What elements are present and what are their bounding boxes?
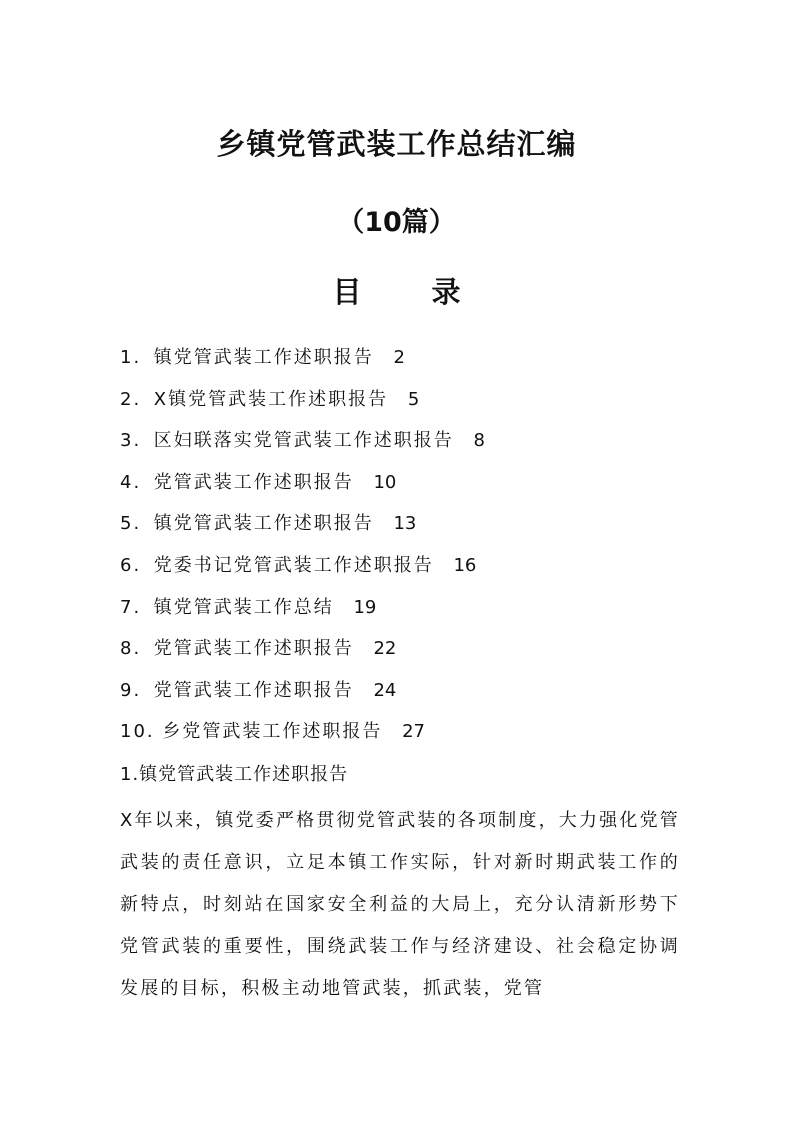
toc-item-number: 1. xyxy=(120,347,142,368)
toc-item xyxy=(120,426,720,468)
toc-item-number: 2. xyxy=(120,388,142,410)
toc-item-page: 22 xyxy=(373,638,397,660)
toc-heading: 目 录 xyxy=(332,275,491,309)
toc-item-number: 6. xyxy=(120,554,142,576)
toc-item-number: 9. xyxy=(120,679,142,701)
section-heading: 1.镇党管武装工作述职报告 xyxy=(120,764,349,785)
body-paragraph: X年以来，镇党委严格贯彻党管武装的各项制度，大力强化党管武装的责任意识，立足本镇工作实际，针对新时期武装工作的新特点，时刻站在国家安全利益的大局上，充分认清新形势下党管武装的重要性，围绕武装工作与经济建设、社会稳定协调发展的目标，积极主动地管武装，抓武装，党管 xyxy=(120,810,680,999)
toc-item-page: 19 xyxy=(353,596,377,618)
toc-item xyxy=(120,551,720,593)
toc-item-number: 3. xyxy=(120,430,142,452)
toc-item-page: 24 xyxy=(373,679,397,701)
toc-item xyxy=(120,343,720,385)
toc-item xyxy=(120,634,720,676)
toc-item-page: 10 xyxy=(373,471,397,493)
document-title: 乡镇党管武装工作总结汇编 xyxy=(216,127,577,161)
toc-item-number: 5. xyxy=(120,513,142,535)
toc-item-page: 2 xyxy=(393,347,405,368)
toc-item-page: 8 xyxy=(473,430,485,452)
document-subtitle: （10篇） xyxy=(337,207,456,238)
toc-item-title: 区妇联落实党管武装工作述职报告 xyxy=(153,430,454,452)
toc-item-number: 7. xyxy=(120,596,142,618)
toc-item-title: X镇党管武装工作述职报告 xyxy=(153,388,389,410)
toc-item-title: 党委书记党管武装工作述职报告 xyxy=(153,554,434,576)
toc-item-number: 4. xyxy=(120,471,142,493)
toc-item-number: 8. xyxy=(120,638,142,660)
toc-item-title: 党管武装工作述职报告 xyxy=(153,471,354,493)
toc-item-number: 10. xyxy=(120,721,155,743)
toc-item xyxy=(120,509,720,551)
toc-item-title: 乡党管武装工作述职报告 xyxy=(162,721,383,743)
toc-item-title: 党管武装工作述职报告 xyxy=(153,638,354,660)
toc-item xyxy=(120,385,720,427)
toc-item xyxy=(120,593,720,635)
toc-item-page: 16 xyxy=(453,554,477,576)
toc-item xyxy=(120,717,720,759)
toc-item-page: 27 xyxy=(402,721,426,743)
toc-item-page: 5 xyxy=(407,388,420,410)
toc-item-title: 镇党管武装工作述职报告 xyxy=(153,513,374,535)
toc-item xyxy=(120,468,720,510)
toc-item-title: 党管武装工作述职报告 xyxy=(153,679,354,701)
toc-item-page: 13 xyxy=(393,513,417,535)
table-of-contents xyxy=(120,343,720,759)
toc-item-title: 镇党管武装工作总结 xyxy=(153,596,334,618)
toc-item-title: 镇党管武装工作述职报告 xyxy=(153,347,374,368)
toc-item xyxy=(120,676,720,718)
